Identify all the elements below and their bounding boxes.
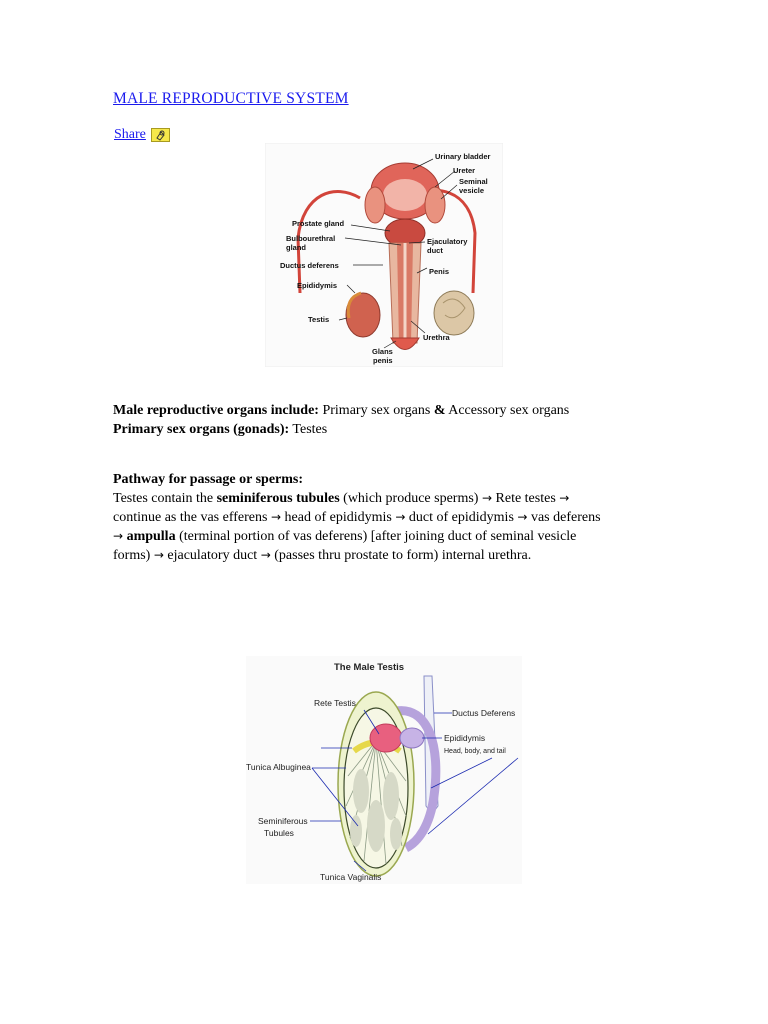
arrow-icon: → — [517, 510, 528, 524]
label-seminiferous-2: Tubules — [264, 828, 294, 838]
label-ureter: Ureter — [453, 166, 476, 175]
organs-line: Male reproductive organs include: Primary sex organs & Accessory sex organs — [113, 403, 570, 418]
label-testis: Testis — [308, 315, 330, 324]
arrow-icon: → — [481, 491, 493, 505]
label-bulbourethral-1: Bulbourethral — [286, 234, 336, 243]
gonads-line: Primary sex organs (gonads): Testes — [113, 422, 328, 437]
label-glans-2: penis — [373, 356, 393, 365]
label-tunica-albuginea: Tunica Albuginea — [246, 762, 311, 772]
label-urinary-bladder: Urinary bladder — [435, 152, 491, 161]
label-rete-testis: Rete Testis — [314, 698, 356, 708]
arrow-icon: → — [260, 548, 271, 562]
label-urethra: Urethra — [423, 333, 450, 342]
label-bulbourethral-2: gland — [286, 243, 306, 252]
pathway-line-3: → ampulla (terminal portion of vas deferens) [after joining duct of seminal vesicle — [113, 529, 577, 544]
arrow-icon: → — [559, 491, 570, 505]
pathway-heading: Pathway for passage or sperms: — [113, 472, 304, 487]
label-seminiferous-1: Seminiferous — [258, 816, 308, 826]
organs-paragraph — [113, 401, 569, 439]
label-ductus-deferens: Ductus deferens — [280, 261, 339, 270]
label-epididymis-sub: Head, body, and tail — [444, 748, 506, 755]
pathway-line-2: continue as the vas efferens → head of epididymis → duct of epididymis → vas deferens — [113, 510, 601, 525]
label-prostate-gland: Prostate gland — [292, 219, 345, 228]
label-tunica-vaginalis: Tunica Vaginalis — [320, 872, 382, 882]
page-title[interactable]: MALE REPRODUCTIVE SYSTEM — [113, 90, 349, 107]
pathway-line-4: forms) → ejaculatory duct → (passes thru prostate to form) internal urethra. — [113, 548, 532, 563]
arrow-icon: → — [153, 548, 164, 562]
label-epididymis: Epididymis — [297, 281, 338, 290]
label-ductus-deferens: Ductus Deferens — [452, 708, 516, 718]
label-penis: Penis — [429, 267, 450, 276]
share-row — [114, 127, 170, 143]
share-link[interactable]: Share — [114, 127, 146, 142]
arrow-icon: → — [270, 510, 282, 524]
male-testis-diagram — [246, 656, 522, 884]
label-ejaculatory-1: Ejaculatory — [427, 237, 468, 246]
share-icon[interactable] — [151, 128, 170, 142]
label-glans-1: Glans — [372, 347, 393, 356]
label-epididymis: Epididymis — [444, 733, 486, 743]
pathway-line-1: Testes contain the seminiferous tubules (which produce sperms) → Rete testes → — [113, 491, 570, 506]
label-seminal-vesicle-2: vesicle — [459, 186, 485, 195]
testis-diagram-title: The Male Testis — [334, 662, 405, 673]
pathway-paragraph — [113, 470, 673, 565]
male-reproductive-diagram — [265, 143, 503, 367]
label-ejaculatory-2: duct — [427, 246, 443, 255]
label-seminal-vesicle-1: Seminal — [459, 177, 488, 186]
arrow-icon: → — [395, 510, 406, 524]
arrow-icon: → — [113, 529, 124, 543]
